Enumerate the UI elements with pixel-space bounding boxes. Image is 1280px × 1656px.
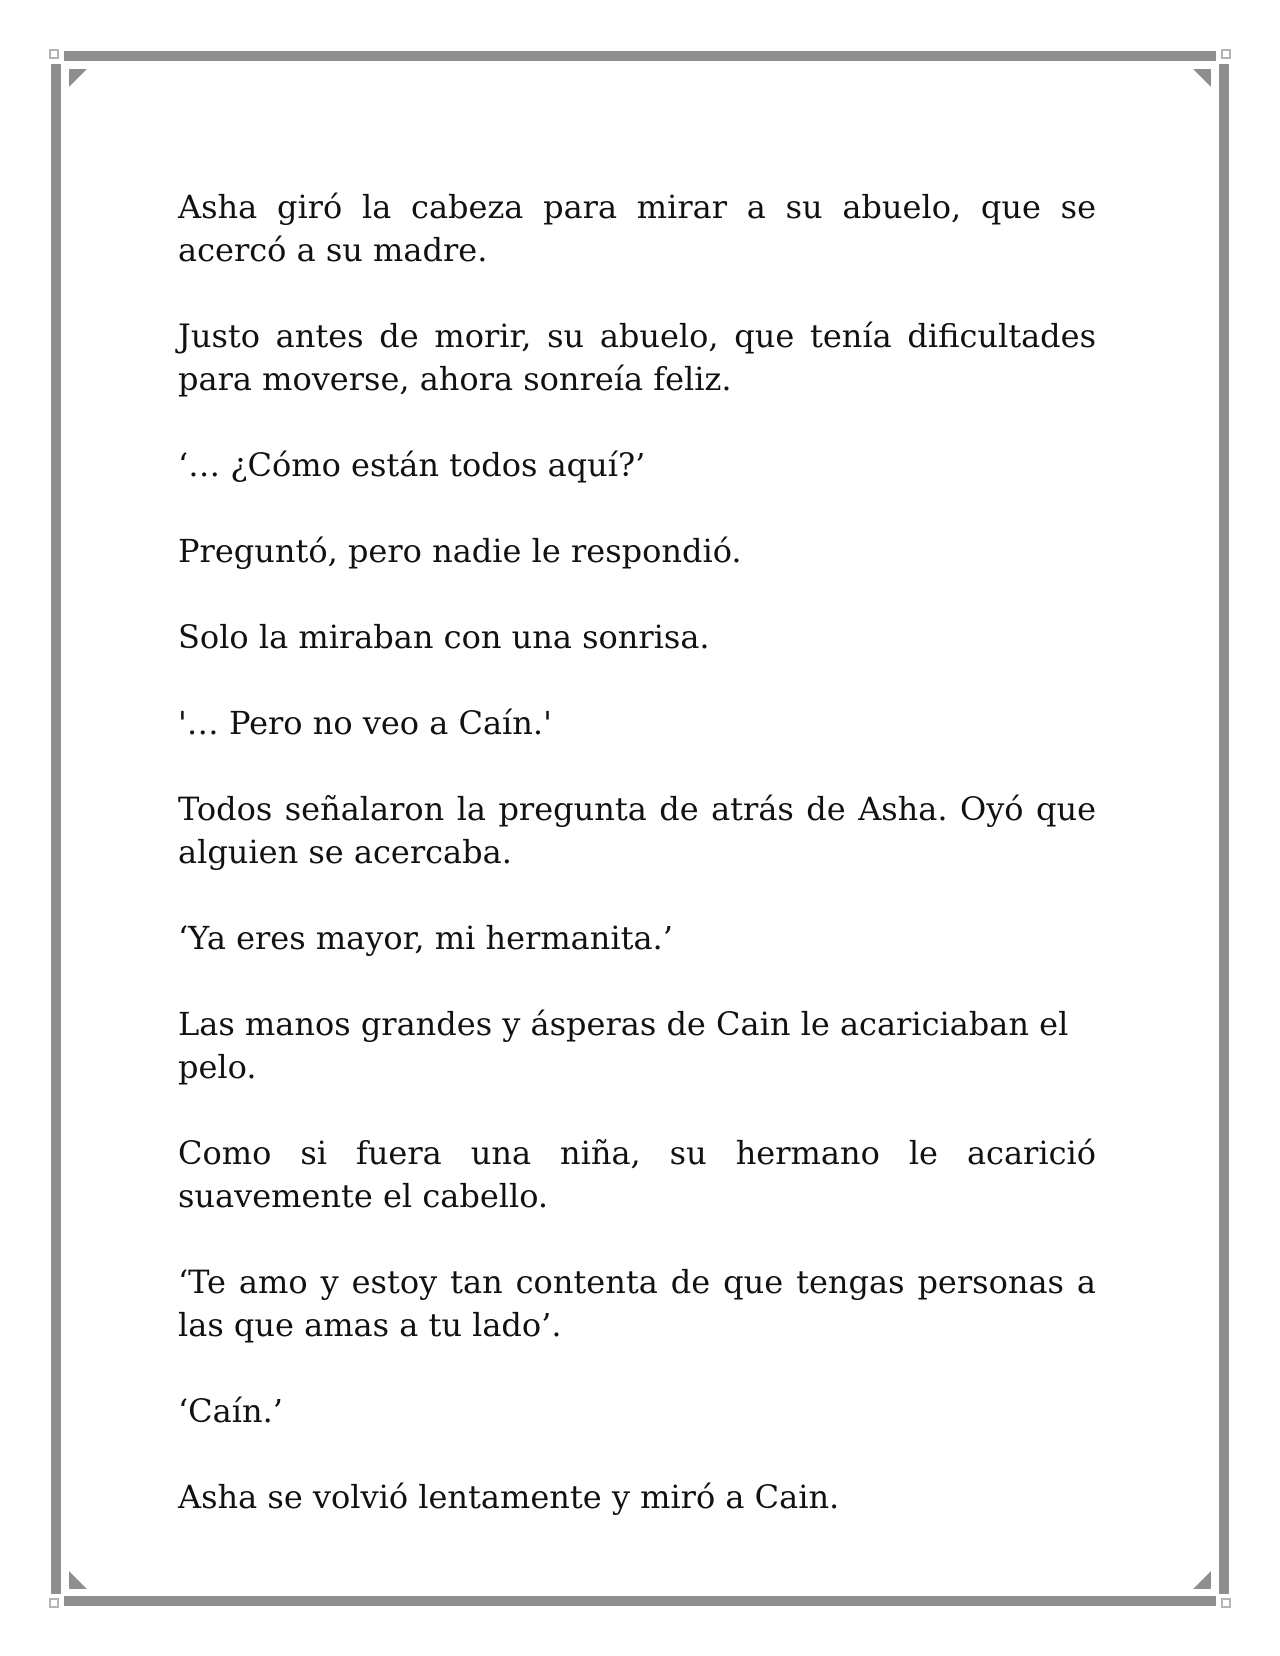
corner-square-bottom-left: [49, 1598, 59, 1608]
frame-bottom-border: [64, 1596, 1216, 1606]
paragraph: Asha se volvió lentamente y miró a Cain.: [178, 1478, 840, 1516]
paragraph: Todos señalaron la pregunta de atrás de Asha. Oyó que alguien se acercaba.: [178, 790, 1096, 871]
paragraph: Solo la miraban con una sonrisa.: [178, 618, 710, 656]
corner-triangle-bottom-right: [1193, 1571, 1211, 1589]
frame-top-border: [64, 51, 1216, 61]
paragraph: ‘… ¿Cómo están todos aquí?’: [178, 446, 646, 484]
corner-square-top-left: [49, 49, 59, 59]
document-body: [178, 186, 1096, 1562]
frame-left-border: [51, 64, 61, 1594]
paragraph: Las manos grandes y ásperas de Cain le acariciaban el pelo.: [178, 1005, 1069, 1086]
frame-right-border: [1219, 64, 1229, 1594]
corner-triangle-bottom-left: [69, 1571, 87, 1589]
paragraph: Asha giró la cabeza para mirar a su abuelo, que se acercó a su madre.: [178, 188, 1096, 269]
paragraph: Como si fuera una niña, su hermano le acarició suavemente el cabello.: [178, 1134, 1096, 1215]
corner-triangle-top-left: [69, 69, 87, 87]
paragraph: Justo antes de morir, su abuelo, que tenía dificultades para moverse, ahora sonreía feliz.: [178, 317, 1096, 398]
corner-square-top-right: [1221, 49, 1231, 59]
paragraph: ‘Te amo y estoy tan contenta de que tengas personas a las que amas a tu lado’.: [178, 1263, 1096, 1344]
paragraph: '… Pero no veo a Caín.': [178, 704, 552, 742]
paragraph: ‘Caín.’: [178, 1392, 283, 1430]
paragraph: Preguntó, pero nadie le respondió.: [178, 532, 742, 570]
corner-triangle-top-right: [1193, 69, 1211, 87]
corner-square-bottom-right: [1221, 1598, 1231, 1608]
paragraph: ‘Ya eres mayor, mi hermanita.’: [178, 919, 673, 957]
